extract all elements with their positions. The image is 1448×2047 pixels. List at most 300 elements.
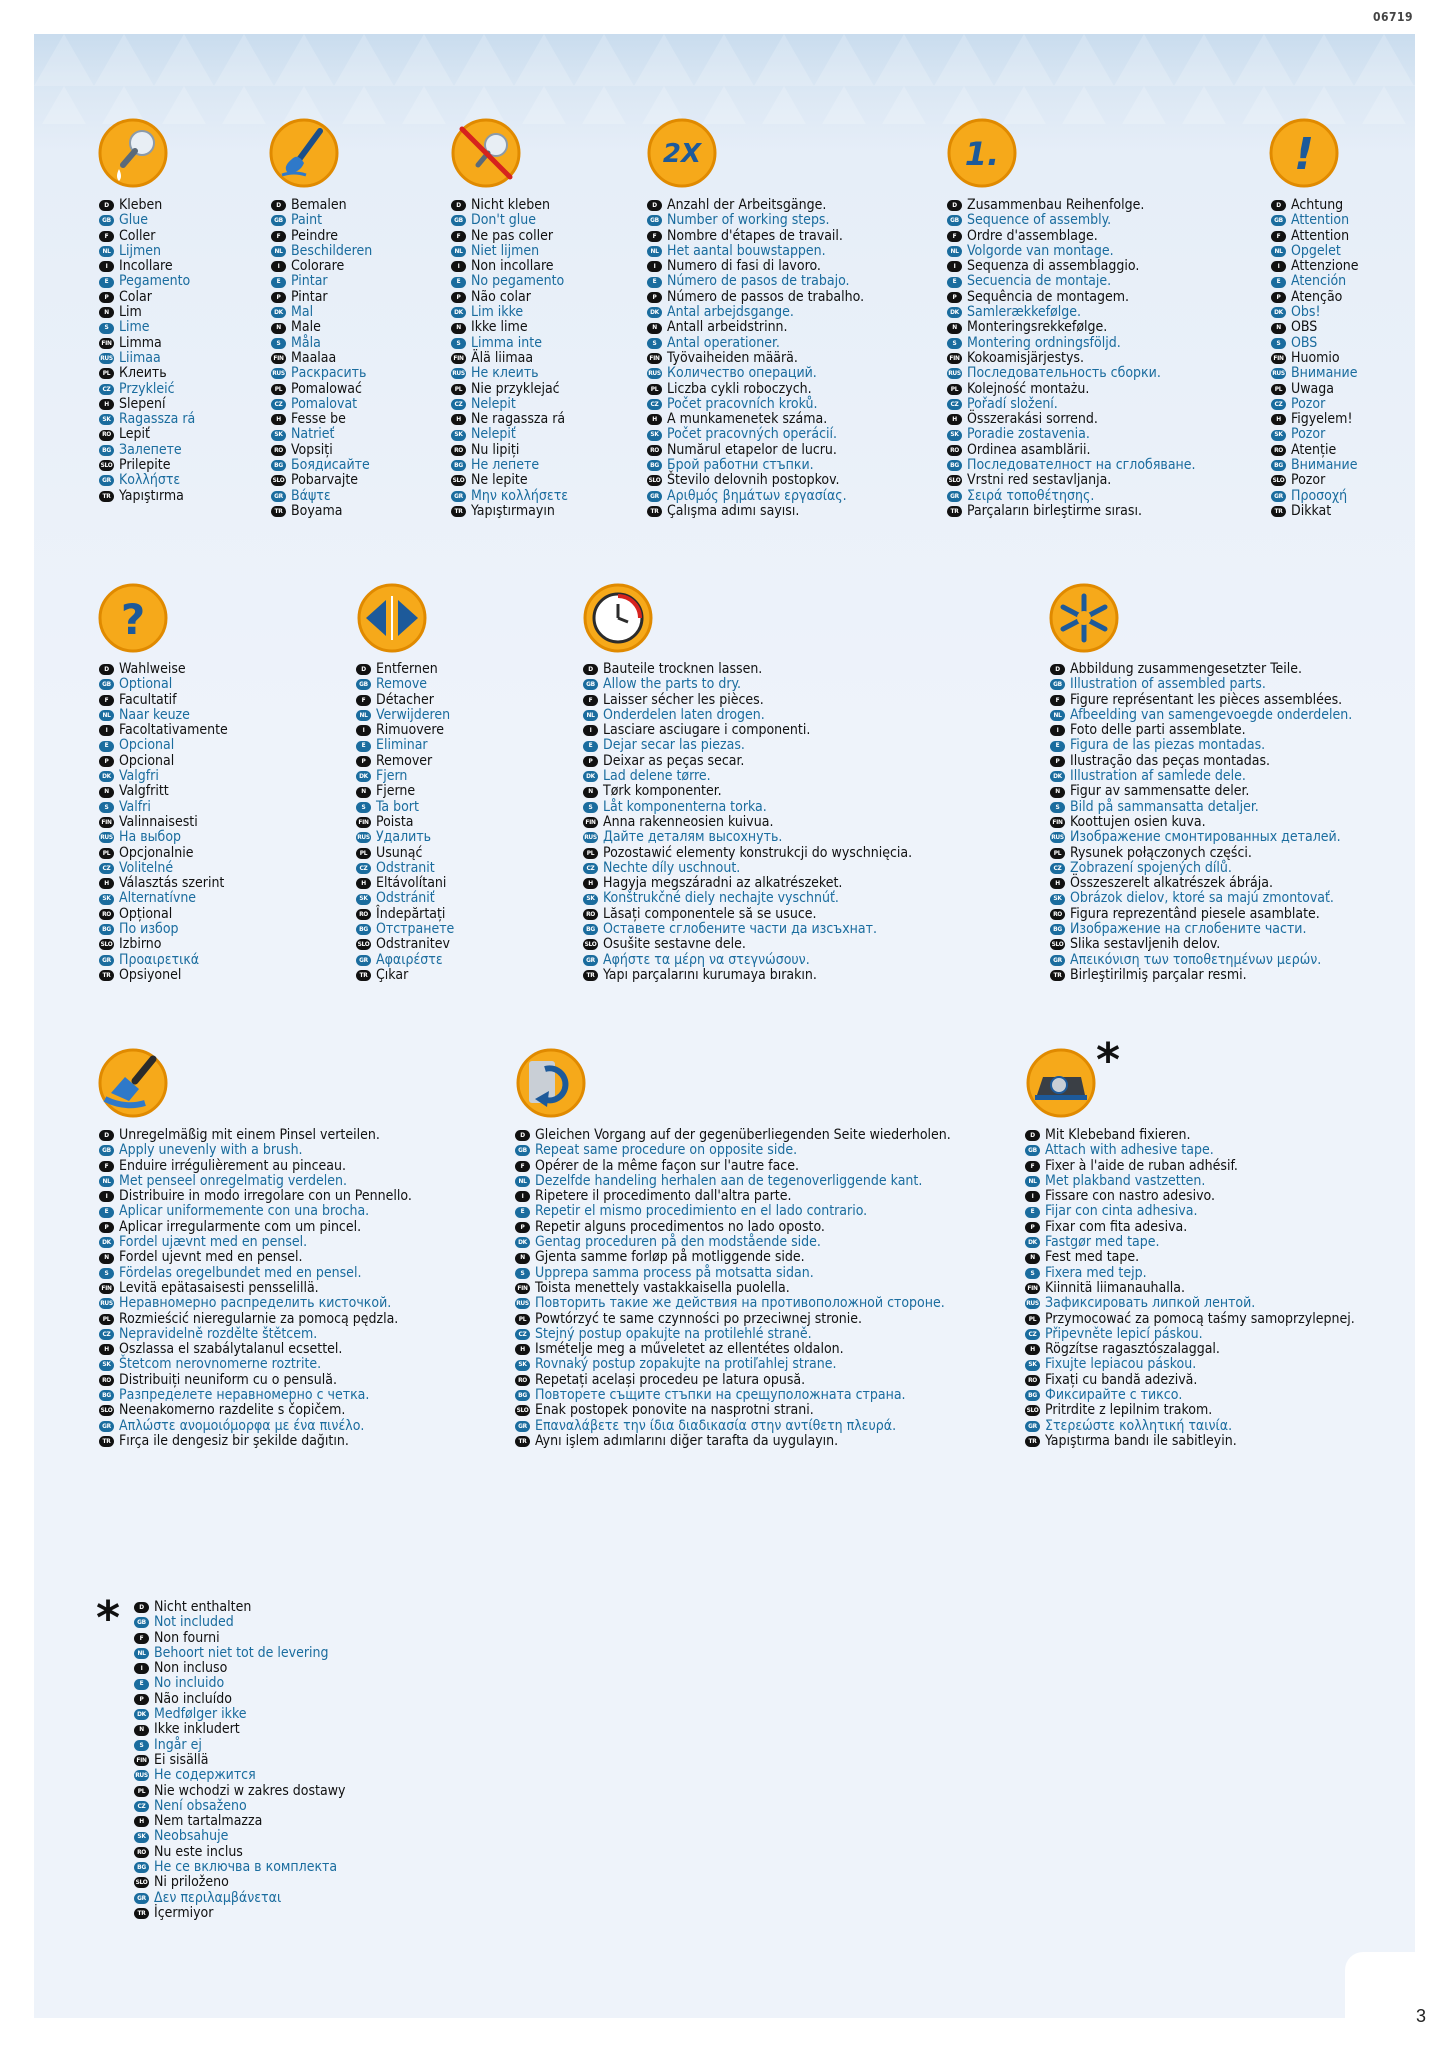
list-item — [356, 922, 454, 937]
list-item-text: Neenakomerno razdelite s čopičem. — [119, 1402, 346, 1419]
language-flag-icon: E — [583, 741, 598, 752]
list-item-text: Liimaa — [119, 349, 161, 366]
list-item-text: Nie wchodzi w zakres dostawy — [154, 1782, 346, 1799]
list-item — [271, 213, 372, 228]
list-item — [451, 305, 568, 320]
list-item-text: Ordre d'assemblage. — [967, 227, 1098, 244]
language-flag-icon: RUS — [451, 368, 466, 379]
list-item — [356, 830, 454, 845]
language-flag-icon: S — [515, 1268, 530, 1279]
list-item-text: Usunąć — [376, 844, 423, 861]
list-item-text: Kokoamisjärjestys. — [967, 349, 1084, 366]
language-flag-icon: SK — [647, 430, 662, 441]
list-item — [583, 815, 912, 830]
list-item-text: Lime — [119, 319, 150, 336]
list-item-text: Niet lijmen — [471, 242, 540, 259]
list-item-text: Obs! — [1291, 304, 1321, 321]
language-flag-icon: PL — [271, 384, 286, 395]
list-item-text: Nicht kleben — [471, 197, 551, 213]
list-item — [134, 1845, 345, 1860]
language-flag-icon: N — [134, 1725, 149, 1736]
list-item — [1025, 1128, 1355, 1143]
list-item-text: Montering ordningsföljd. — [967, 334, 1121, 351]
language-flag-icon: H — [356, 878, 371, 889]
list-nicht-enthalten — [134, 1600, 345, 1921]
language-flag-icon: PL — [99, 1314, 114, 1325]
list-item-text: Pomalować — [291, 380, 362, 397]
list-item-text: Gleichen Vorgang auf der gegenüberliegenden Seite wiederholen. — [535, 1127, 951, 1143]
language-flag-icon: NL — [99, 1176, 114, 1187]
list-item-text: Nechte díly uschnout. — [603, 859, 741, 876]
list-item-text: Aynı işlem adımlarını diğer tarafta da uygulayın. — [535, 1432, 839, 1449]
list-item — [99, 458, 195, 473]
language-flag-icon: H — [1271, 414, 1286, 425]
language-flag-icon: F — [1025, 1161, 1040, 1172]
list-item-text: Не содержится — [154, 1767, 256, 1784]
list-item — [271, 198, 372, 213]
list-item-text: Låt komponenterna torka. — [603, 798, 767, 815]
list-item — [1271, 489, 1359, 504]
list-item — [1050, 891, 1352, 906]
list-item — [451, 229, 568, 244]
list-item — [1271, 213, 1359, 228]
list-item-text: Nombre d'étapes de travail. — [667, 227, 843, 244]
list-item — [134, 1676, 345, 1691]
list-item-text: Fixera med tejp. — [1045, 1264, 1147, 1281]
list-item-text: Opcional — [119, 737, 175, 754]
list-item — [1271, 427, 1359, 442]
list-item-text: Раскрасить — [291, 365, 367, 382]
language-flag-icon: BG — [1271, 460, 1286, 471]
list-item — [947, 336, 1196, 351]
language-flag-icon: D — [1025, 1130, 1040, 1141]
language-flag-icon: H — [271, 414, 286, 425]
language-flag-icon: H — [451, 414, 466, 425]
list-item-text: Gentag proceduren på den modstående side. — [535, 1234, 821, 1251]
language-flag-icon: GB — [134, 1617, 149, 1628]
list-item-text: Osušite sestavne dele. — [603, 936, 746, 953]
language-flag-icon: N — [515, 1253, 530, 1264]
clock-icon — [582, 582, 654, 654]
language-flag-icon: N — [1025, 1253, 1040, 1264]
language-flag-icon: P — [1050, 756, 1065, 767]
language-flag-icon: S — [99, 802, 114, 813]
list-item — [99, 1281, 412, 1296]
language-flag-icon: SK — [1025, 1360, 1040, 1371]
list-item — [1050, 723, 1352, 738]
list-item — [947, 412, 1196, 427]
language-flag-icon: GR — [99, 475, 114, 486]
page-number: 3 — [1415, 2006, 1426, 2026]
list-item — [515, 1159, 951, 1174]
list-item-text: Slepení — [119, 395, 166, 412]
list-item — [515, 1204, 951, 1219]
list-item-text: Toista menettely vastakkaisella puolella. — [535, 1279, 790, 1296]
list-item-text: Distribuiți neuniform cu o pensulă. — [119, 1371, 337, 1388]
language-flag-icon: SLO — [947, 475, 962, 486]
list-item — [1050, 738, 1352, 753]
language-flag-icon: DK — [134, 1709, 149, 1720]
list-item-text: Зафиксировать липкой лентой. — [1045, 1295, 1256, 1312]
list-item-text: Opérer de la même façon sur l'autre face. — [535, 1157, 799, 1174]
list-item-text: Fordel ujævnt med en pensel. — [119, 1234, 308, 1251]
list-item-text: Valfri — [119, 798, 151, 815]
language-flag-icon: NL — [99, 710, 114, 721]
language-flag-icon: NL — [947, 246, 962, 257]
list-item-text: Изображение смонтированных деталей. — [1070, 829, 1341, 846]
list-item — [356, 846, 454, 861]
list-item — [99, 244, 195, 259]
list-item — [647, 397, 864, 412]
language-flag-icon: N — [99, 307, 114, 318]
language-flag-icon: FIN — [271, 353, 286, 364]
language-flag-icon: F — [1271, 231, 1286, 242]
language-flag-icon: E — [647, 277, 662, 288]
list-item — [451, 351, 568, 366]
list-item — [947, 198, 1196, 213]
language-flag-icon: DK — [515, 1237, 530, 1248]
list-item — [647, 489, 864, 504]
list-item — [583, 754, 912, 769]
language-flag-icon: P — [947, 292, 962, 303]
list-item — [356, 861, 454, 876]
list-item — [647, 290, 864, 305]
list-item-text: Paint — [291, 212, 323, 229]
list-item — [583, 723, 912, 738]
list-item — [1271, 473, 1359, 488]
list-item-text: Uwaga — [1291, 380, 1334, 397]
language-flag-icon: P — [1271, 292, 1286, 303]
list-item — [99, 1128, 412, 1143]
list-item — [947, 458, 1196, 473]
list-item — [1025, 1357, 1355, 1372]
language-flag-icon: GR — [947, 491, 962, 502]
language-flag-icon: GR — [451, 491, 466, 502]
list-item — [271, 259, 372, 274]
list-item-text: Внимание — [1291, 365, 1358, 382]
list-item — [99, 677, 228, 692]
list-item — [1271, 290, 1359, 305]
list-item — [134, 1615, 345, 1630]
list-item-text: Fixer à l'aide de ruban adhésif. — [1045, 1157, 1238, 1174]
list-item-text: Opgelet — [1291, 242, 1341, 259]
language-flag-icon: RUS — [1025, 1298, 1040, 1309]
list-item-text: Älä liimaa — [471, 349, 534, 366]
list-item — [1025, 1296, 1355, 1311]
list-item-text: Bauteile trocknen lassen. — [603, 661, 763, 677]
list-item — [451, 473, 568, 488]
language-flag-icon: PL — [1050, 848, 1065, 859]
language-flag-icon: F — [947, 231, 962, 242]
language-flag-icon: D — [1050, 664, 1065, 675]
list-item — [515, 1281, 951, 1296]
language-flag-icon: N — [1271, 323, 1286, 334]
language-flag-icon: DK — [947, 307, 962, 318]
list-item — [134, 1875, 345, 1890]
language-flag-icon: E — [1025, 1207, 1040, 1218]
list-item-text: Neobsahuje — [154, 1828, 229, 1845]
svg-text:2X: 2X — [662, 139, 702, 169]
list-item — [134, 1829, 345, 1844]
language-flag-icon: I — [271, 261, 286, 272]
list-item-text: Připevněte lepicí páskou. — [1045, 1325, 1203, 1342]
language-flag-icon: BG — [134, 1862, 149, 1873]
list-item — [99, 1174, 412, 1189]
list-item-text: Met penseel onregelmatig verdelen. — [119, 1172, 347, 1189]
list-item-text: Не клеить — [471, 365, 539, 382]
list-item — [356, 968, 454, 983]
list-item — [1050, 846, 1352, 861]
list-item — [271, 229, 372, 244]
language-flag-icon: P — [134, 1694, 149, 1705]
language-flag-icon: SK — [134, 1832, 149, 1843]
language-flag-icon: FIN — [1271, 353, 1286, 364]
list-item-text: Fırça ile dengesiz bir şekilde dağıtın. — [119, 1432, 349, 1449]
list-item — [356, 937, 454, 952]
list-item-text: Választás szerint — [119, 875, 225, 892]
language-flag-icon: I — [647, 261, 662, 272]
language-flag-icon: CZ — [947, 399, 962, 410]
list-item-text: Pozor — [1291, 472, 1326, 489]
list-item — [647, 305, 864, 320]
list-item — [1271, 504, 1359, 519]
list-item — [583, 846, 912, 861]
language-flag-icon: BG — [356, 924, 371, 935]
list-item-text: Anna rakenneosien kuivua. — [603, 813, 774, 830]
list-item-text: Achtung — [1291, 197, 1344, 213]
list-item-text: Yapıştırma bandı ile sabitleyin. — [1045, 1432, 1237, 1449]
language-flag-icon: D — [356, 664, 371, 675]
language-flag-icon: D — [1271, 200, 1286, 211]
list-item-text: Fjerne — [376, 783, 416, 800]
list-item-text: Repetir el mismo procedimiento en el lado contrario. — [535, 1203, 868, 1220]
language-flag-icon: RUS — [99, 1298, 114, 1309]
language-flag-icon: I — [1025, 1191, 1040, 1202]
language-flag-icon: SLO — [99, 460, 114, 471]
language-flag-icon: RO — [647, 445, 662, 456]
language-flag-icon: PL — [647, 384, 662, 395]
list-item — [1271, 198, 1359, 213]
list-item-text: Ordinea asamblării. — [967, 441, 1091, 458]
language-flag-icon: GR — [1271, 491, 1286, 502]
list-item-text: Nelepit — [471, 395, 516, 412]
list-item-text: Fjern — [376, 768, 408, 785]
list-item-text: Secuencia de montaje. — [967, 273, 1112, 290]
list-item — [271, 366, 372, 381]
language-flag-icon: D — [947, 200, 962, 211]
list-item — [451, 366, 568, 381]
list-item-text: No pegamento — [471, 273, 565, 290]
list-item-text: Počet pracovných operácií. — [667, 426, 837, 443]
list-item-text: Απεικόνιση των τοποθετημένων μερών. — [1070, 951, 1322, 968]
list-item-text: Optional — [119, 676, 173, 693]
no-glue-icon — [450, 117, 522, 189]
list-item-text: Nelepiť — [471, 426, 516, 443]
list-item-text: Nepravidelně rozdělte štětcem. — [119, 1325, 318, 1342]
language-flag-icon: E — [99, 741, 114, 752]
list-item — [451, 244, 568, 259]
list-item — [947, 489, 1196, 504]
language-flag-icon: NL — [356, 710, 371, 721]
list-item — [99, 427, 195, 442]
list-item — [647, 351, 864, 366]
language-flag-icon: N — [99, 787, 114, 798]
list-item-text: Onderdelen laten drogen. — [603, 706, 765, 723]
list-item-text: Valgfri — [119, 768, 159, 785]
language-flag-icon: I — [1271, 261, 1286, 272]
language-flag-icon: FIN — [99, 817, 114, 828]
list-item-text: Kiinnitä liimanauhalla. — [1045, 1279, 1185, 1296]
list-item — [451, 274, 568, 289]
list-item — [1271, 397, 1359, 412]
list-item — [99, 1434, 412, 1449]
list-item — [515, 1250, 951, 1265]
language-flag-icon: N — [1050, 787, 1065, 798]
list-item — [99, 305, 195, 320]
list-item — [134, 1738, 345, 1753]
list-item — [515, 1342, 951, 1357]
language-flag-icon: SK — [515, 1360, 530, 1371]
list-item-text: Fixar com fita adesiva. — [1045, 1218, 1188, 1235]
language-flag-icon: NL — [1050, 710, 1065, 721]
list-achtung — [1271, 198, 1359, 519]
list-item — [515, 1419, 951, 1434]
language-flag-icon: TR — [451, 506, 466, 517]
list-item-text: Ingår ej — [154, 1736, 202, 1753]
list-item — [1050, 708, 1352, 723]
list-item — [99, 290, 195, 305]
list-item-text: Levitä epätasaisesti pensselillä. — [119, 1279, 319, 1296]
language-flag-icon: P — [271, 292, 286, 303]
list-item — [1025, 1419, 1355, 1434]
list-item — [1025, 1312, 1355, 1327]
list-anzahl — [647, 198, 864, 519]
list-item-text: Facultatif — [119, 691, 177, 708]
list-item-text: Ripetere il procedimento dall'altra parte. — [535, 1188, 792, 1205]
list-item — [99, 815, 228, 830]
language-flag-icon: TR — [1271, 506, 1286, 517]
language-flag-icon: D — [99, 664, 114, 675]
list-item-text: Pomalovat — [291, 395, 358, 412]
list-item-text: Gjenta samme forløp på motliggende side. — [535, 1249, 805, 1266]
language-flag-icon: CZ — [356, 863, 371, 874]
language-flag-icon: GR — [583, 955, 598, 966]
list-item-text: Število delovnih postopkov. — [667, 472, 840, 489]
list-item-text: Клеить — [119, 365, 167, 382]
product-code: 06719 — [1372, 10, 1413, 24]
triangle-pattern — [34, 34, 1415, 124]
language-flag-icon: CZ — [134, 1801, 149, 1812]
list-item — [99, 259, 195, 274]
list-item-text: Slika sestavljenih delov. — [1070, 936, 1221, 953]
list-item-text: Figure représentant les pièces assemblées. — [1070, 691, 1343, 708]
list-item — [583, 953, 912, 968]
language-flag-icon: TR — [356, 970, 371, 981]
list-item-text: Pegamento — [119, 273, 191, 290]
list-item — [583, 907, 912, 922]
language-flag-icon: BG — [99, 924, 114, 935]
list-item-text: Ni priloženo — [154, 1874, 229, 1891]
language-flag-icon: DK — [271, 307, 286, 318]
list-entfernen — [356, 662, 454, 983]
list-item-text: Μην κολλήσετε — [471, 487, 569, 504]
list-item — [99, 1296, 412, 1311]
list-item — [1050, 800, 1352, 815]
language-flag-icon: GB — [1271, 215, 1286, 226]
list-item-text: Bild på sammansatta detaljer. — [1070, 798, 1259, 815]
list-item-text: Összeszerelt alkatrészek ábrája. — [1070, 875, 1273, 892]
list-item-text: Illustration af samlede dele. — [1070, 768, 1246, 785]
language-flag-icon: S — [134, 1740, 149, 1751]
list-item — [1050, 754, 1352, 769]
language-flag-icon: PL — [99, 848, 114, 859]
list-item — [134, 1692, 345, 1707]
list-item — [947, 320, 1196, 335]
language-flag-icon: DK — [583, 771, 598, 782]
language-flag-icon: FIN — [647, 353, 662, 364]
list-item — [947, 366, 1196, 381]
list-item-text: Beschilderen — [291, 242, 373, 259]
language-flag-icon: NL — [515, 1176, 530, 1187]
list-item-text: Vrstni red sestavljanja. — [967, 472, 1112, 489]
language-flag-icon: GB — [647, 215, 662, 226]
language-flag-icon: TR — [1050, 970, 1065, 981]
list-item — [1050, 907, 1352, 922]
language-flag-icon: BG — [1025, 1390, 1040, 1401]
language-flag-icon: D — [583, 664, 598, 675]
list-item-text: Στερεώστε κολλητική ταινία. — [1045, 1417, 1233, 1434]
list-item — [647, 443, 864, 458]
list-item-text: Eliminar — [376, 737, 428, 754]
list-item-text: Dejar secar las piezas. — [603, 737, 745, 754]
list-item — [1271, 443, 1359, 458]
language-flag-icon: BG — [99, 445, 114, 456]
list-item — [947, 397, 1196, 412]
list-item — [451, 213, 568, 228]
list-item — [647, 198, 864, 213]
asterisk-icon: * — [96, 1591, 121, 1645]
list-item-text: Zusammenbau Reihenfolge. — [967, 197, 1145, 213]
list-item-text: Parçaların birleştirme sırası. — [967, 502, 1142, 519]
list-item-text: Повторить такие же действия на противоположной стороне. — [535, 1295, 945, 1312]
list-item-text: Coller — [119, 227, 156, 244]
list-item — [515, 1373, 951, 1388]
language-flag-icon: TR — [271, 506, 286, 517]
list-item-text: Lim — [119, 304, 142, 321]
list-item-text: Maalaa — [291, 349, 337, 366]
language-flag-icon: SLO — [1025, 1405, 1040, 1416]
language-flag-icon: CZ — [99, 384, 114, 395]
list-item — [99, 953, 228, 968]
list-item-text: Ta bort — [376, 798, 419, 815]
language-flag-icon: RUS — [947, 368, 962, 379]
list-item — [1025, 1266, 1355, 1281]
list-item-text: Odstranitev — [376, 936, 450, 953]
language-flag-icon: SK — [356, 894, 371, 905]
list-item — [99, 1235, 412, 1250]
list-item — [515, 1327, 951, 1342]
list-item — [271, 305, 372, 320]
language-flag-icon: H — [583, 878, 598, 889]
language-flag-icon: H — [99, 399, 114, 410]
list-item-text: Het aantal bouwstappen. — [667, 242, 826, 259]
list-item-text: Απλώστε ανομοιόμορφα με ένα πινέλο. — [119, 1417, 365, 1434]
language-flag-icon: BG — [583, 924, 598, 935]
list-item — [99, 723, 228, 738]
list-item — [99, 1373, 412, 1388]
list-item — [583, 708, 912, 723]
list-item — [134, 1799, 345, 1814]
